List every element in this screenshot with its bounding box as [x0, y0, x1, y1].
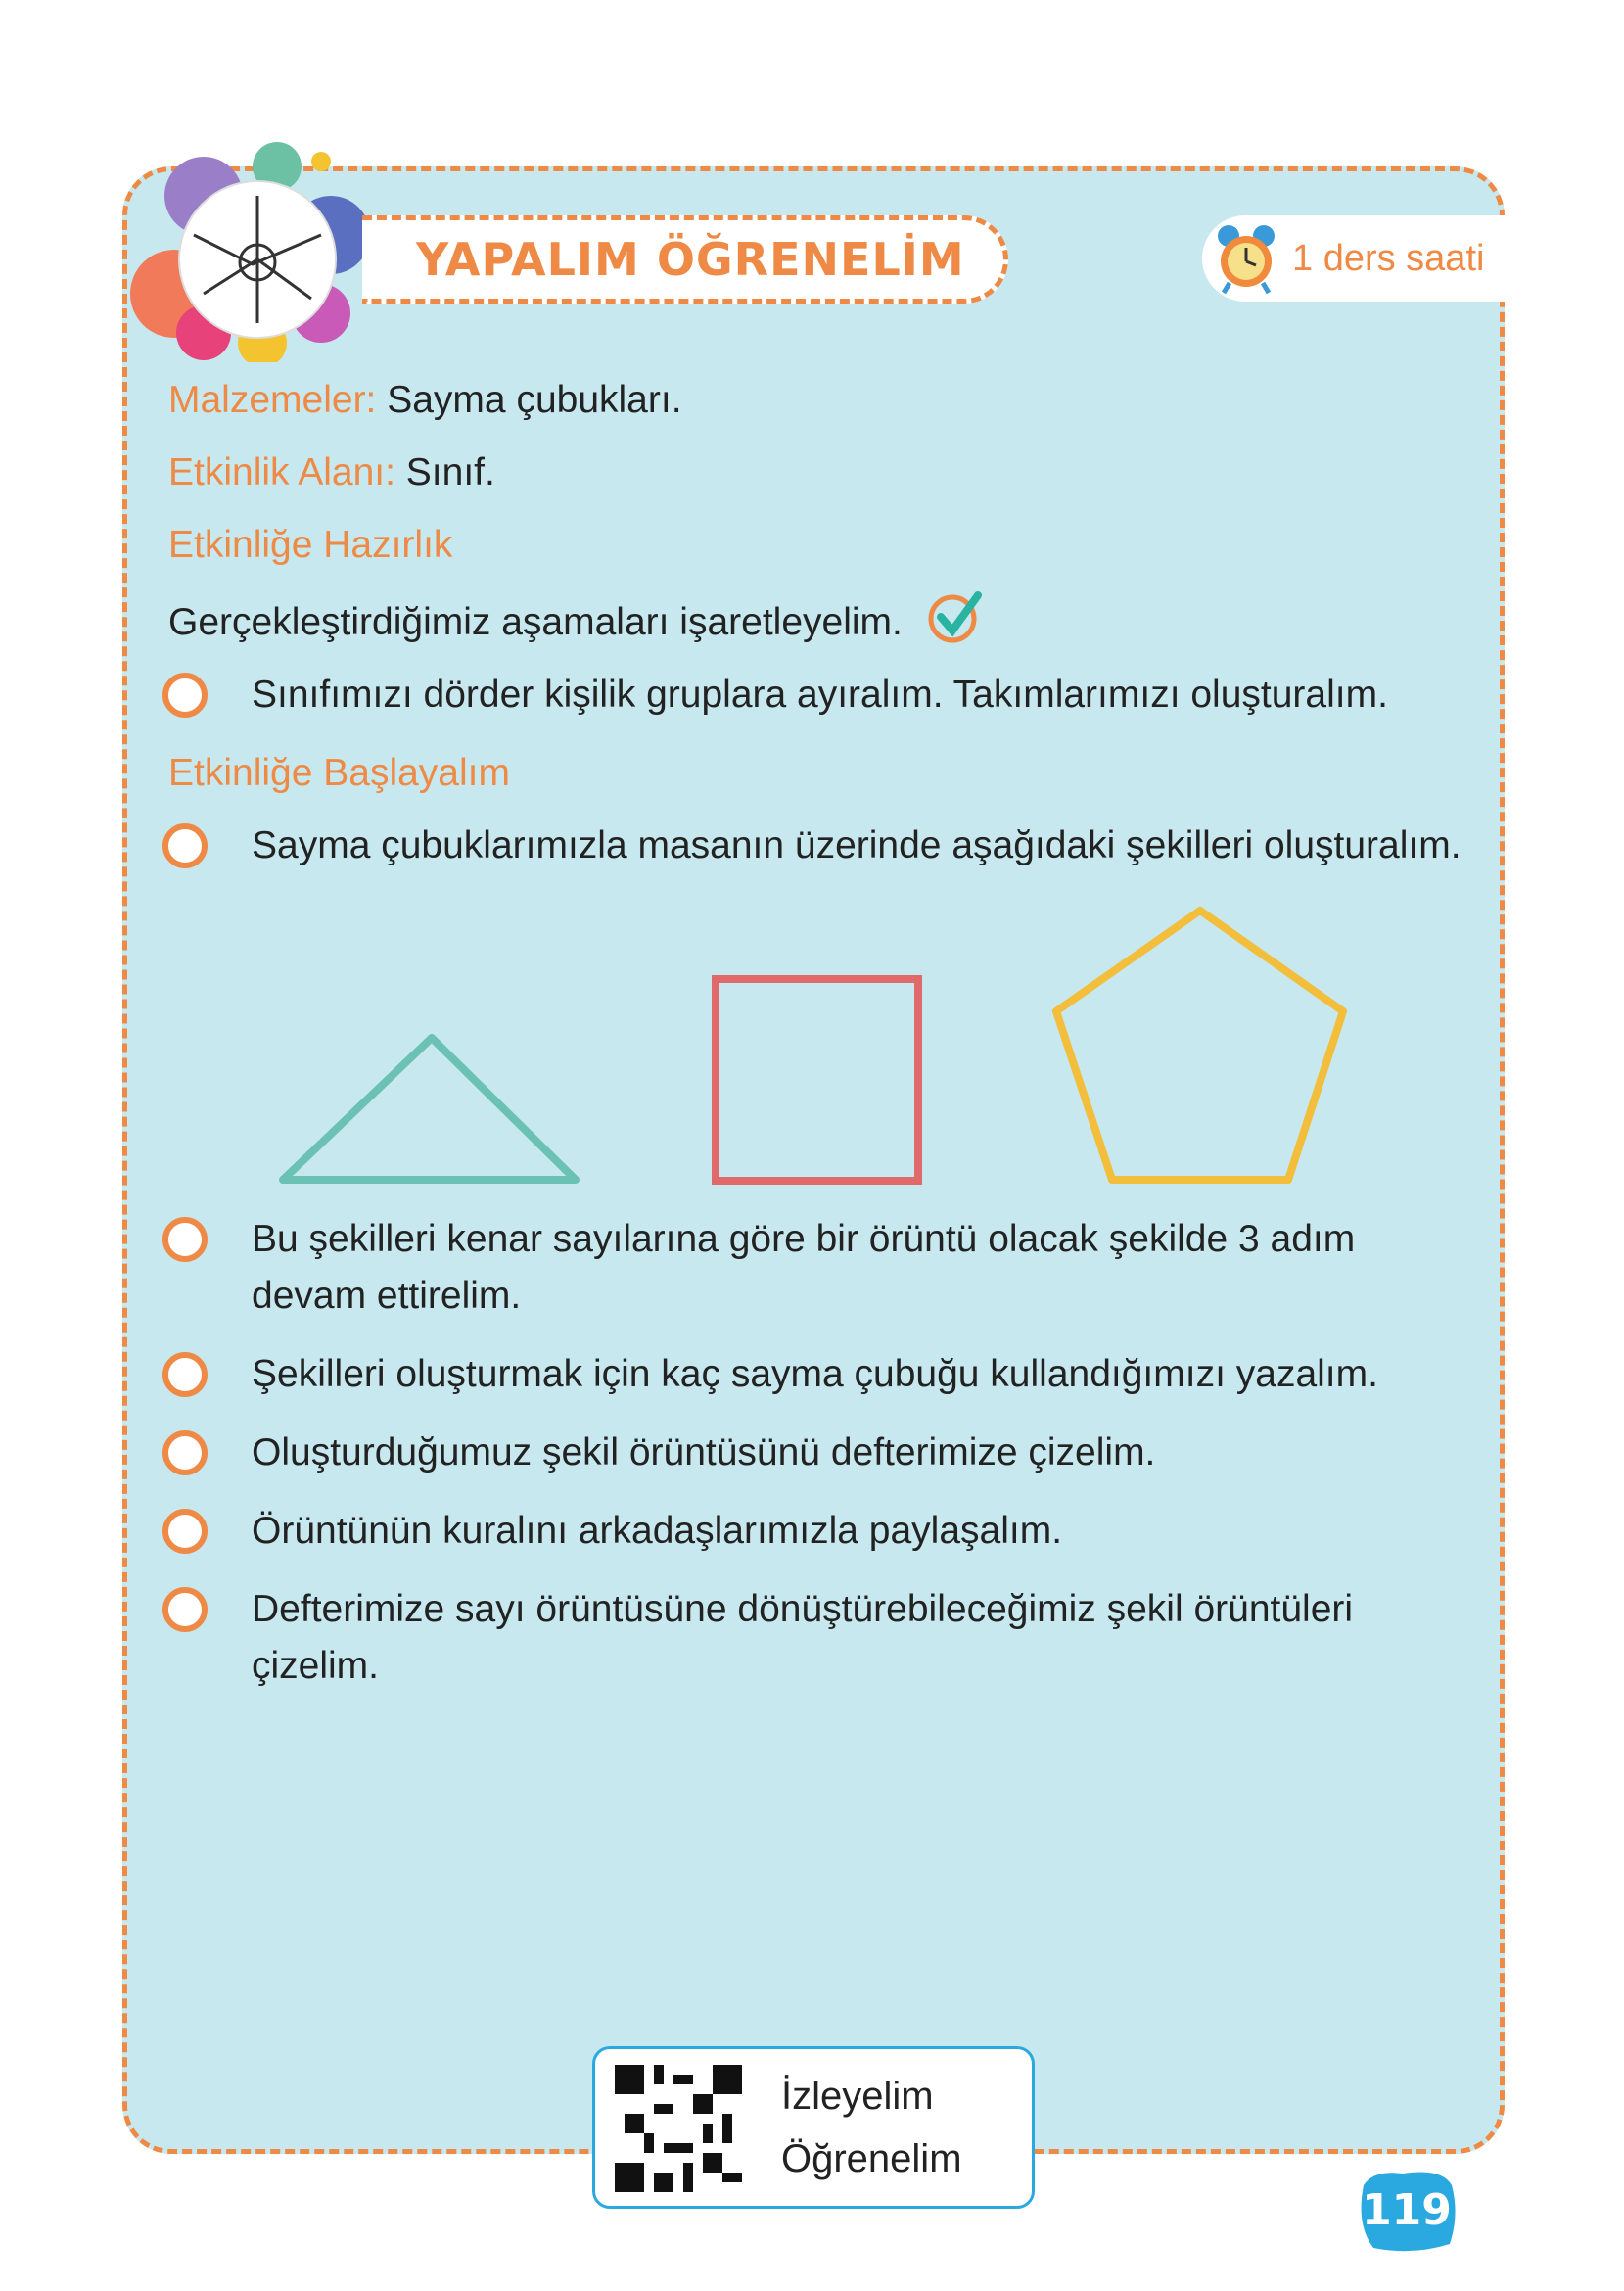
item-text: Örüntünün kuralını arkadaşlarımızla paylaşalım.	[252, 1510, 1063, 1552]
check-circle[interactable]	[162, 673, 208, 718]
item-text: Defterimize sayı örüntüsüne dönüştürebileceğimiz şekil örüntüleri çizelim.	[252, 1588, 1354, 1687]
section-header	[362, 215, 1008, 304]
duration-badge	[1202, 215, 1508, 302]
checklist-item[interactable]	[162, 1346, 1484, 1403]
check-circle[interactable]	[162, 1217, 208, 1262]
item-text: Bu şekilleri kenar sayılarına göre bir örüntü olacak şekilde 3 adım devam ettirelim.	[252, 1218, 1356, 1317]
alarm-clock-icon	[1212, 222, 1280, 295]
checklist-item[interactable]	[162, 1425, 1484, 1481]
qr-line-2: Öğrenelim	[781, 2137, 962, 2180]
page-number: 119	[1362, 2185, 1452, 2235]
qr-code-icon[interactable]	[615, 2065, 742, 2192]
checklist-item[interactable]	[162, 1581, 1484, 1695]
qr-caption	[781, 2065, 962, 2190]
duration-text: 1 ders saati	[1292, 237, 1485, 279]
item-text: Sayma çubuklarımızla masanın üzerinde aşağıdaki şekilleri oluşturalım.	[252, 824, 1462, 866]
materials-line	[168, 372, 1484, 429]
triangle-shape	[283, 1038, 576, 1180]
check-circle[interactable]	[162, 1352, 208, 1397]
page-number-badge	[1354, 2166, 1460, 2254]
qr-video-link[interactable]	[592, 2046, 1035, 2209]
instruction-text: Gerçekleştirdiğimiz aşamaları işaretleyelim.	[168, 601, 903, 643]
item-text: Sınıfımızı dörder kişilik gruplara ayıralım. Takımlarımızı oluşturalım.	[252, 674, 1388, 716]
checklist-item[interactable]	[162, 667, 1484, 724]
pentagon-shape	[1056, 911, 1343, 1180]
checkmark-icon	[927, 589, 986, 644]
qr-line-1: İzleyelim	[781, 2075, 934, 2118]
checklist-item[interactable]	[162, 818, 1484, 874]
square-shape	[716, 979, 918, 1181]
prep-instruction	[168, 589, 1484, 651]
item-text: Oluşturduğumuz şekil örüntüsünü defterimize çizelim.	[252, 1431, 1156, 1473]
area-label: Etkinlik Alanı:	[168, 451, 395, 493]
checklist-item[interactable]	[162, 1503, 1484, 1560]
shapes-illustration	[0, 896, 1624, 1190]
check-circle[interactable]	[162, 1587, 208, 1632]
item-text: Şekilleri oluşturmak için kaç sayma çubuğu kullandığımızı yazalım.	[252, 1353, 1378, 1395]
checklist-item[interactable]	[162, 1211, 1484, 1325]
check-circle[interactable]	[162, 1509, 208, 1554]
materials-label: Malzemeler:	[168, 379, 377, 421]
activity-content	[162, 372, 1484, 1716]
materials-value: Sayma çubukları.	[376, 379, 682, 421]
start-heading: Etkinliğe Başlayalım	[168, 752, 510, 794]
section-title: YAPALIM ÖĞRENELİM	[416, 233, 965, 286]
area-value: Sınıf.	[394, 451, 495, 493]
check-circle[interactable]	[162, 1430, 208, 1475]
teamwork-hands-icon	[116, 127, 390, 362]
check-circle[interactable]	[162, 823, 208, 868]
prep-heading: Etkinliğe Hazırlık	[168, 524, 453, 566]
area-line	[168, 444, 1484, 501]
